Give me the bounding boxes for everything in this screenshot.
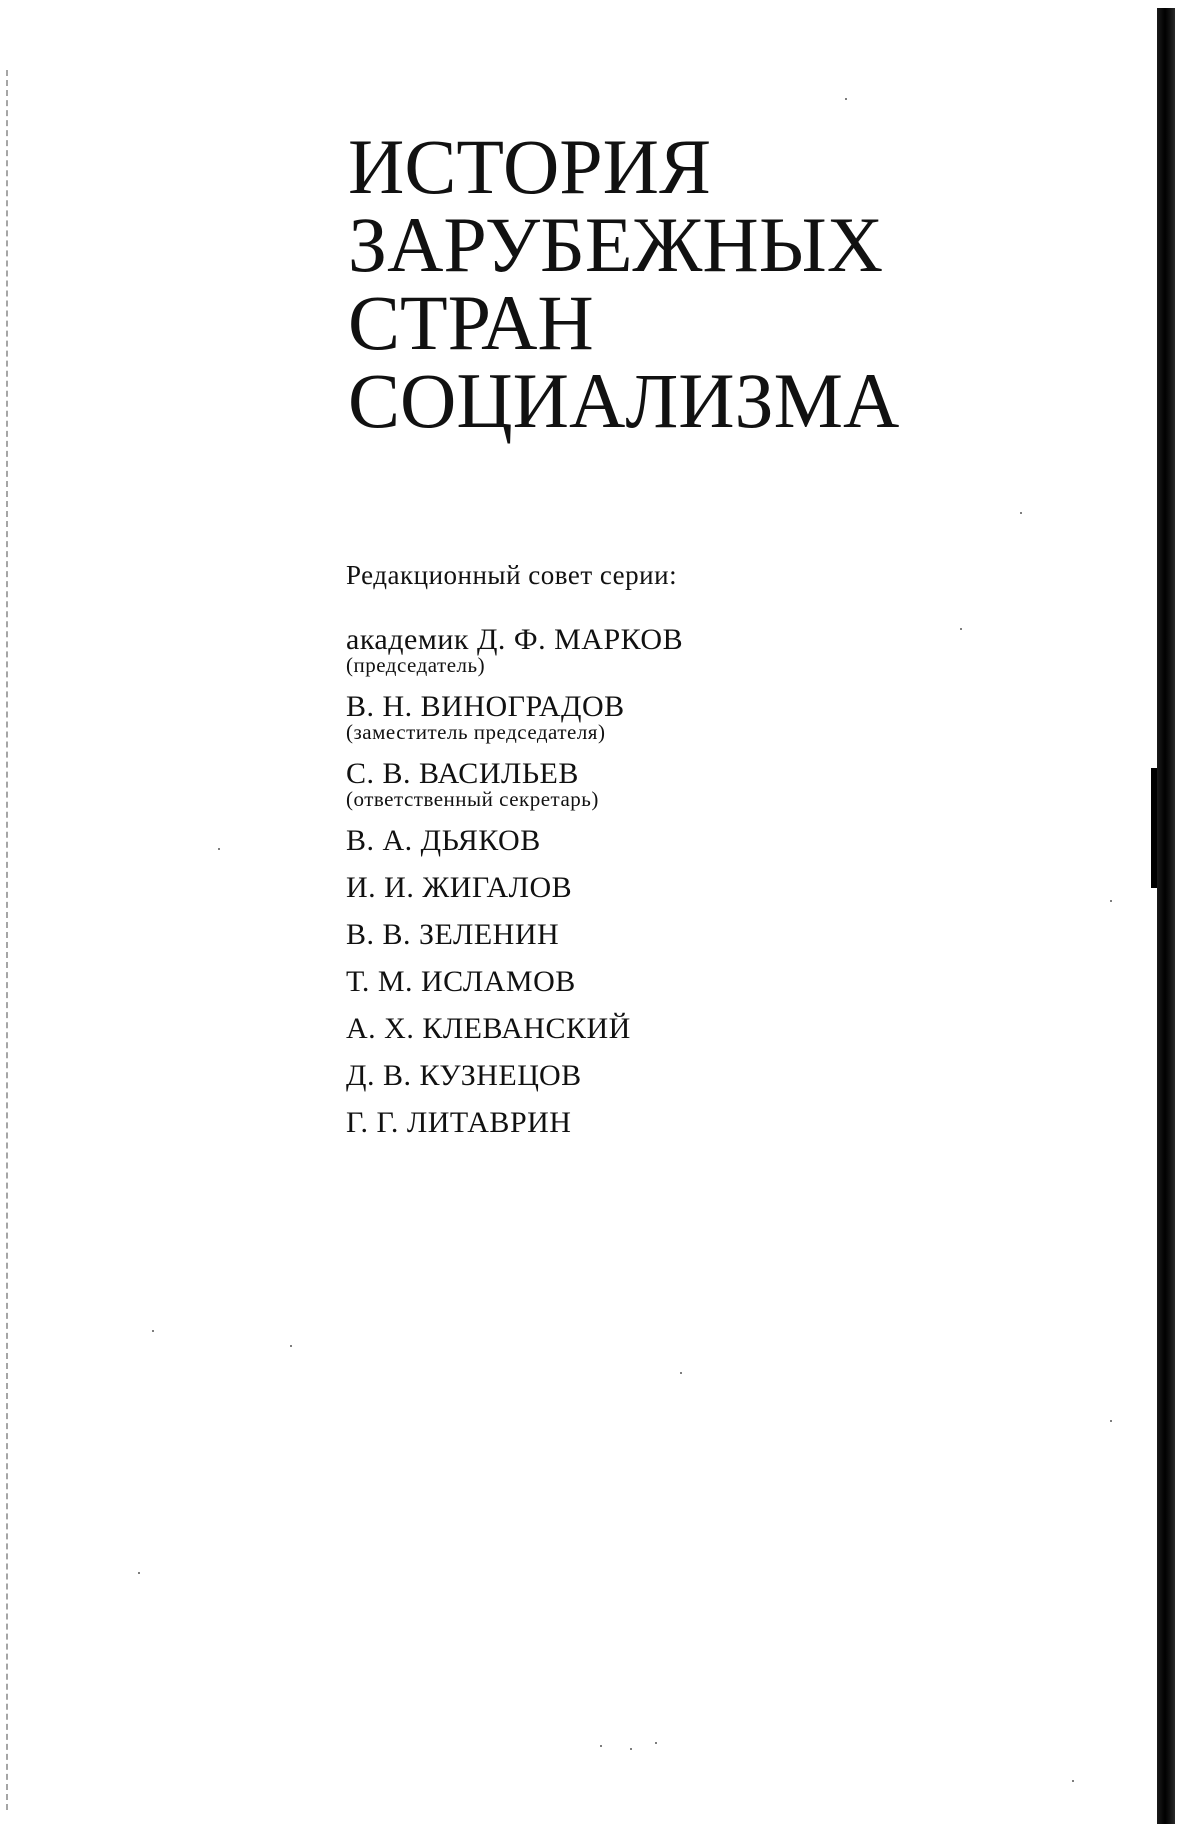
council-member [346, 823, 986, 859]
member-name: В. В. ЗЕЛЕНИН [346, 918, 560, 951]
member-name: В. Н. ВИНОГРАДОВ [346, 690, 625, 723]
member-name: И. И. ЖИГАЛОВ [346, 871, 573, 904]
council-member [346, 917, 986, 953]
title-line-3: СТРАН [348, 279, 594, 366]
scan-right-edge [1157, 8, 1175, 1824]
series-title [348, 123, 948, 444]
scan-speck [1110, 900, 1112, 902]
title-line-2: ЗАРУБЕЖНЫХ [348, 201, 884, 288]
member-name: А. Х. КЛЕВАНСКИЙ [346, 1012, 631, 1045]
scan-speck [138, 1572, 140, 1574]
scan-speck [655, 1742, 657, 1744]
scan-speck [1110, 1420, 1112, 1422]
scan-left-edge [6, 70, 10, 1810]
scan-speck [1020, 512, 1022, 514]
member-name: В. А. ДЬЯКОВ [346, 824, 541, 857]
scan-speck [630, 1748, 632, 1750]
council-member [346, 1058, 986, 1094]
council-member [346, 870, 986, 906]
member-name: Г. Г. ЛИТАВРИН [346, 1106, 572, 1139]
member-role: (заместитель председателя) [346, 720, 606, 744]
council-member [346, 1105, 986, 1141]
title-line-4: СОЦИАЛИЗМА [348, 357, 900, 444]
council-member [346, 1011, 986, 1047]
editorial-council [346, 558, 986, 1152]
council-member [346, 756, 986, 810]
scan-speck [680, 1372, 682, 1374]
member-role: (ответственный секретарь) [346, 787, 599, 811]
title-line-1: ИСТОРИЯ [348, 123, 712, 210]
member-name: Д. В. КУЗНЕЦОВ [346, 1059, 582, 1092]
member-name: академик Д. Ф. МАРКОВ [346, 623, 684, 656]
member-name: Т. М. ИСЛАМОВ [346, 965, 576, 998]
scan-speck [600, 1745, 602, 1747]
council-member [346, 964, 986, 1000]
member-role: (председатель) [346, 653, 486, 677]
scan-speck [1072, 1780, 1074, 1782]
scan-speck [218, 848, 220, 850]
scan-speck [290, 1345, 292, 1347]
member-name: С. В. ВАСИЛЬЕВ [346, 757, 579, 790]
council-member [346, 689, 986, 743]
scan-speck [845, 98, 847, 100]
council-heading: Редакционный совет серии: [346, 560, 678, 590]
council-member [346, 622, 986, 676]
scan-speck [152, 1330, 154, 1332]
scan-speck [960, 628, 962, 630]
